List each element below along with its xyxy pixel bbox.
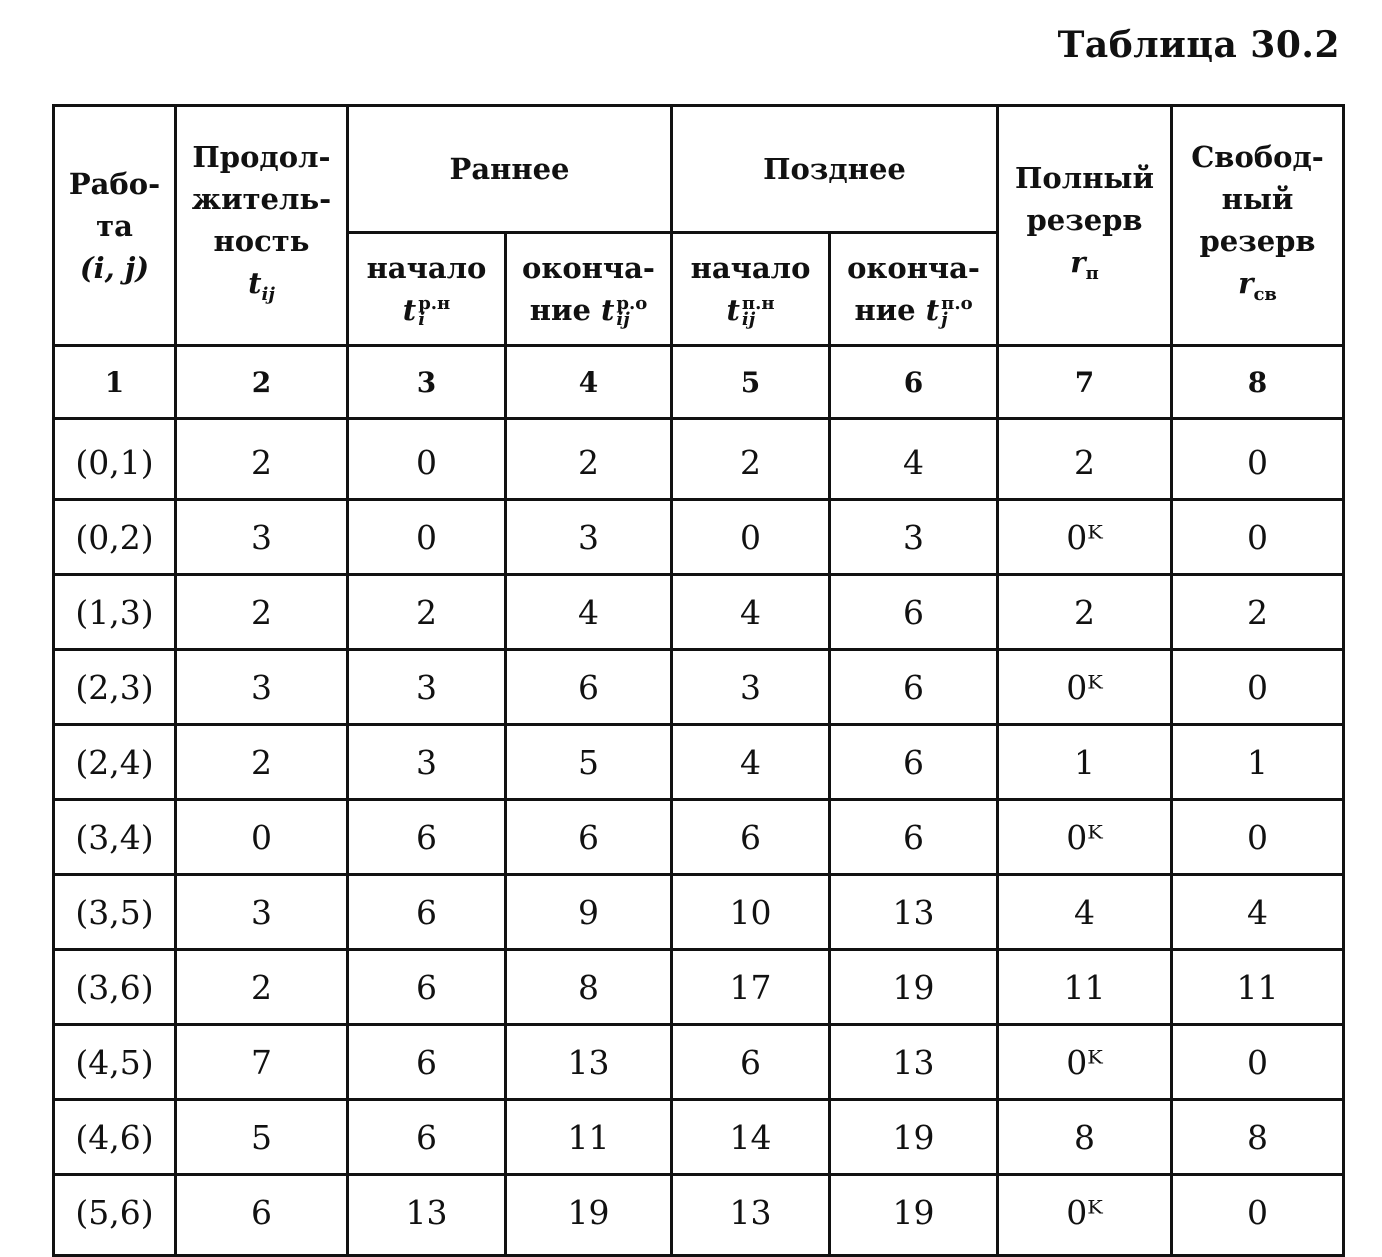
- table-cell: 0ᴷ: [998, 1175, 1172, 1256]
- table-cell: 10: [672, 875, 830, 950]
- header-late-group: Позднее: [672, 106, 998, 233]
- header-duration: Продол- житель- ность $t_{ij}$: [176, 106, 348, 346]
- table-cell: 11: [998, 950, 1172, 1025]
- table-cell: 6: [348, 1100, 506, 1175]
- table-cell: 6: [830, 575, 998, 650]
- table-cell: 8: [506, 950, 672, 1025]
- table-cell: 4: [998, 875, 1172, 950]
- table-caption: Таблица 30.2: [1057, 24, 1340, 66]
- table-cell: 6: [672, 800, 830, 875]
- table-cell: 19: [830, 950, 998, 1025]
- table-cell: 1: [998, 725, 1172, 800]
- table-cell: 6: [672, 1025, 830, 1100]
- table-cell: 3: [176, 500, 348, 575]
- header-total-reserve: Полный резерв $r_п$: [998, 106, 1172, 346]
- column-number: 1: [54, 346, 176, 419]
- column-number: 7: [998, 346, 1172, 419]
- schedule-table: [52, 104, 1345, 1257]
- table-cell: 0: [348, 419, 506, 500]
- table-row: [54, 1175, 1344, 1256]
- table-cell: 0: [348, 500, 506, 575]
- table-cell: 2: [176, 575, 348, 650]
- table-cell: 6: [830, 650, 998, 725]
- header-work: Рабо- та (i, j): [54, 106, 176, 346]
- column-number: 8: [1172, 346, 1344, 419]
- table-row: [54, 500, 1344, 575]
- table-cell: (3,6): [54, 950, 176, 1025]
- table-cell: 3: [672, 650, 830, 725]
- table-cell: 6: [348, 950, 506, 1025]
- table-row: [54, 419, 1344, 500]
- table-cell: 4: [672, 725, 830, 800]
- table-cell: 13: [506, 1025, 672, 1100]
- table-cell: 2: [176, 950, 348, 1025]
- table-cell: 6: [830, 800, 998, 875]
- table-cell: 6: [506, 650, 672, 725]
- table-cell: 3: [348, 725, 506, 800]
- table-cell: 6: [830, 725, 998, 800]
- table-row: [54, 650, 1344, 725]
- table-cell: 3: [830, 500, 998, 575]
- table-cell: 4: [672, 575, 830, 650]
- header-early-group: Раннее: [348, 106, 672, 233]
- header-free-reserve: Свобод- ный резерв $r_{св}$: [1172, 106, 1344, 346]
- header-early-end: оконча- ние t р.о ij: [506, 233, 672, 346]
- table-cell: 7: [176, 1025, 348, 1100]
- table-cell: (4,6): [54, 1100, 176, 1175]
- table-row: [54, 950, 1344, 1025]
- table-cell: 14: [672, 1100, 830, 1175]
- table-cell: 0: [672, 500, 830, 575]
- table-cell: (2,3): [54, 650, 176, 725]
- table-cell: 6: [348, 875, 506, 950]
- table-cell: (3,4): [54, 800, 176, 875]
- table-cell: 8: [1172, 1100, 1344, 1175]
- table-cell: 0: [1172, 650, 1344, 725]
- table-cell: 13: [830, 875, 998, 950]
- table-row: [54, 1025, 1344, 1100]
- table-cell: 0ᴷ: [998, 800, 1172, 875]
- table-cell: 1: [1172, 725, 1344, 800]
- table-cell: 6: [348, 1025, 506, 1100]
- table-cell: 19: [506, 1175, 672, 1256]
- column-number-row: [54, 346, 1344, 419]
- table-cell: 2: [998, 575, 1172, 650]
- table-row: [54, 800, 1344, 875]
- table-body: [54, 419, 1344, 1256]
- table-cell: (0,1): [54, 419, 176, 500]
- table-cell: (3,5): [54, 875, 176, 950]
- table-cell: 13: [348, 1175, 506, 1256]
- table-cell: 13: [830, 1025, 998, 1100]
- table-cell: 4: [506, 575, 672, 650]
- table-cell: (1,3): [54, 575, 176, 650]
- column-number: 3: [348, 346, 506, 419]
- table-cell: 0: [176, 800, 348, 875]
- table-cell: 9: [506, 875, 672, 950]
- column-number: 2: [176, 346, 348, 419]
- table-cell: (2,4): [54, 725, 176, 800]
- header-late-start: начало t п.н ij: [672, 233, 830, 346]
- table-cell: 3: [176, 875, 348, 950]
- table-cell: 0: [1172, 419, 1344, 500]
- table-cell: 2: [176, 725, 348, 800]
- table-cell: 19: [830, 1100, 998, 1175]
- table-cell: 0: [1172, 800, 1344, 875]
- table-cell: 0ᴷ: [998, 500, 1172, 575]
- table-row: [54, 725, 1344, 800]
- table-cell: 2: [506, 419, 672, 500]
- table-cell: 0: [1172, 500, 1344, 575]
- table-cell: 2: [672, 419, 830, 500]
- table-cell: 0ᴷ: [998, 650, 1172, 725]
- table-cell: (4,5): [54, 1025, 176, 1100]
- table-cell: 19: [830, 1175, 998, 1256]
- table-cell: 6: [506, 800, 672, 875]
- table-cell: 5: [506, 725, 672, 800]
- header-early-start: начало t р.н i: [348, 233, 506, 346]
- table-cell: 3: [506, 500, 672, 575]
- table-row: [54, 575, 1344, 650]
- table-cell: 3: [176, 650, 348, 725]
- table-cell: 17: [672, 950, 830, 1025]
- table-cell: 4: [1172, 875, 1344, 950]
- table-cell: 13: [672, 1175, 830, 1256]
- table-cell: 2: [998, 419, 1172, 500]
- table-cell: 2: [348, 575, 506, 650]
- table-cell: 0: [1172, 1175, 1344, 1256]
- table-cell: 11: [506, 1100, 672, 1175]
- column-number: 5: [672, 346, 830, 419]
- table-cell: 0ᴷ: [998, 1025, 1172, 1100]
- table-cell: 11: [1172, 950, 1344, 1025]
- table-cell: (5,6): [54, 1175, 176, 1256]
- table-cell: 8: [998, 1100, 1172, 1175]
- table-cell: 6: [348, 800, 506, 875]
- table-cell: 5: [176, 1100, 348, 1175]
- column-number: 4: [506, 346, 672, 419]
- table-cell: 6: [176, 1175, 348, 1256]
- table-cell: 2: [1172, 575, 1344, 650]
- table-cell: 2: [176, 419, 348, 500]
- table-cell: 3: [348, 650, 506, 725]
- header-late-end: оконча- ние t п.о j: [830, 233, 998, 346]
- column-number: 6: [830, 346, 998, 419]
- table-cell: 4: [830, 419, 998, 500]
- table-row: [54, 1100, 1344, 1175]
- table-cell: 0: [1172, 1025, 1344, 1100]
- table-cell: (0,2): [54, 500, 176, 575]
- table-row: [54, 875, 1344, 950]
